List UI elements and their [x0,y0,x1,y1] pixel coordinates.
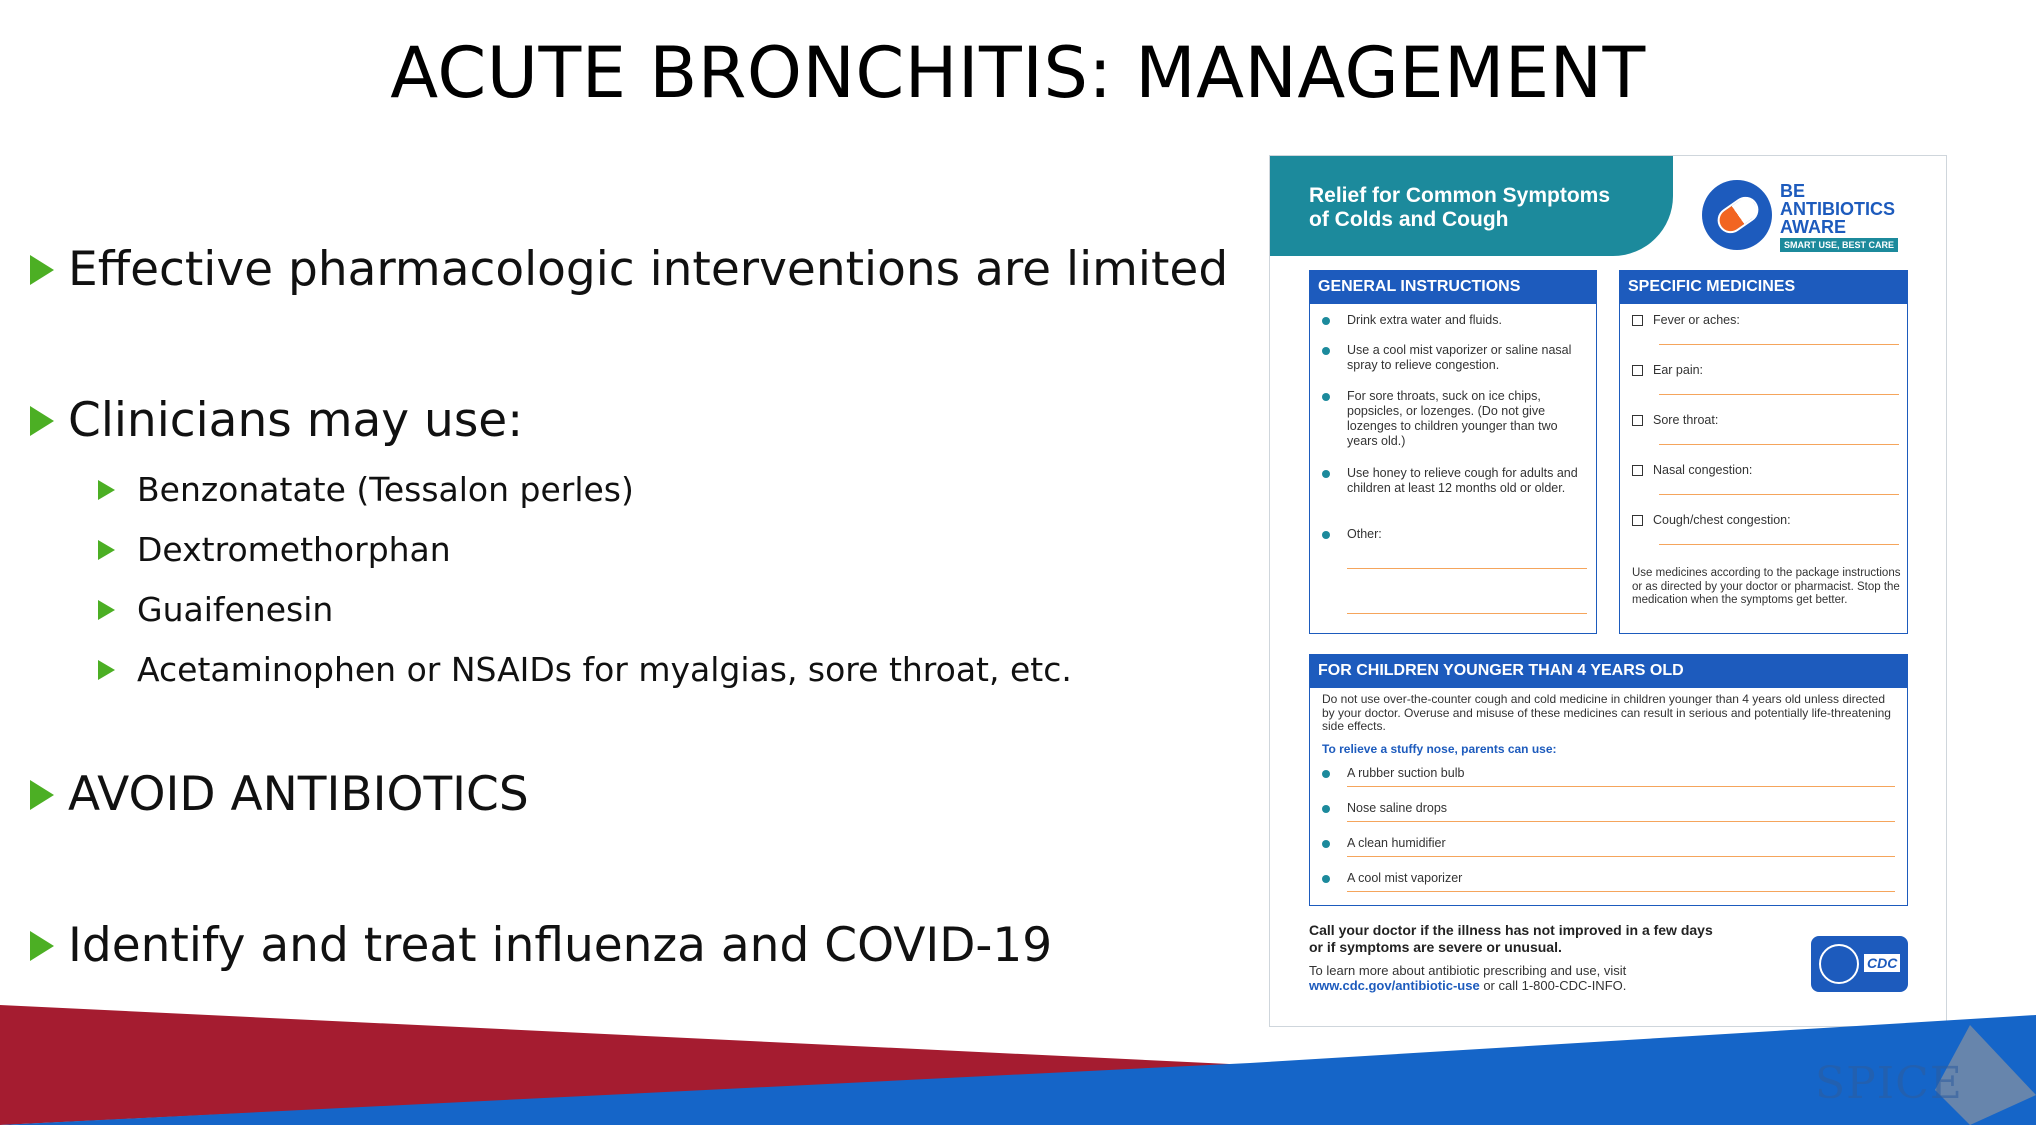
sub-bullet-item [98,530,451,569]
list-item: For sore throats, suck on ice chips, popsicles, or lozenges. (Do not give lozenges to children younger than two years old.) [1322,389,1584,449]
bullet-text: AVOID ANTIBIOTICS [68,767,529,822]
list-item: Drink extra water and fluids. [1322,313,1584,328]
bullet-triangle-icon [30,255,54,285]
list-item: Other: [1322,527,1584,542]
children-warning: Do not use over-the-counter cough and cold medicine in children younger than 4 years old unless directed by your doctor. Overuse and misuse of these medicines can result in serious and potentially life-threatening side effects. [1322,692,1891,733]
divider-line [1347,891,1895,892]
flyer-header-line: of Colds and Cough [1309,208,1509,231]
write-in-line [1659,394,1899,395]
pill-icon [1702,180,1772,250]
cdc-link: www.cdc.gov/antibiotic-use [1309,978,1480,993]
specific-medicines-box [1619,270,1908,634]
medicine-note: Use medicines according to the package instructions or as directed by your doctor or pharmacist. Stop the medication when the symptoms get better. [1632,567,1901,606]
call-doctor-text: Call your doctor if the illness has not improved in a few days or if symptoms are severe or unusual. [1309,922,1713,955]
bullet-triangle-icon [98,600,115,620]
logo-tagline: SMART USE, BEST CARE [1780,238,1898,252]
cdc-flyer [1269,155,1947,1027]
children-heading: FOR CHILDREN YOUNGER THAN 4 YEARS OLD [1310,655,1907,688]
sub-bullet-text: Benzonatate (Tessalon perles) [137,470,634,509]
sub-bullet-item [98,470,634,509]
bullet-triangle-icon [98,480,115,500]
hhs-eagle-icon [1819,944,1859,984]
bullet-dot-icon [1322,840,1330,848]
list-item: Use honey to relieve cough for adults and children at least 12 months old or older. [1322,466,1584,496]
write-in-line [1659,494,1899,495]
checkbox-icon [1632,415,1643,426]
flyer-header-line: Relief for Common Symptoms [1309,184,1611,207]
general-instructions-box [1309,270,1597,634]
bullet-triangle-icon [30,406,54,436]
list-item: Use a cool mist vaporizer or saline nasal spray to relieve congestion. [1322,343,1584,373]
bullet-item [30,393,523,448]
checkbox-item: Sore throat: [1632,413,1718,428]
slide-title: ACUTE BRONCHITIS: MANAGEMENT [390,32,1646,114]
sub-bullet-text: Acetaminophen or NSAIDs for myalgias, sore throat, etc. [137,650,1072,689]
bullet-dot-icon [1322,531,1330,539]
bullet-dot-icon [1322,317,1330,325]
children-subheading: To relieve a stuffy nose, parents can use: [1322,742,1557,756]
checkbox-item: Fever or aches: [1632,313,1740,328]
general-instructions-heading: GENERAL INSTRUCTIONS [1310,271,1596,304]
spice-logo: SPICE [1815,1058,1963,1109]
write-in-line [1659,444,1899,445]
checkbox-item: Nasal congestion: [1632,463,1752,478]
bullet-item [30,918,1052,973]
cdc-logo [1811,936,1908,992]
bullet-dot-icon [1322,393,1330,401]
checkbox-icon [1632,515,1643,526]
specific-medicines-heading: SPECIFIC MEDICINES [1620,271,1907,304]
bullet-dot-icon [1322,805,1330,813]
write-in-line [1659,344,1899,345]
list-item: Nose saline drops [1322,801,1882,816]
bullet-triangle-icon [30,931,54,961]
sub-bullet-text: Guaifenesin [137,590,334,629]
write-in-line [1659,544,1899,545]
checkbox-icon [1632,315,1643,326]
write-in-line [1347,613,1587,614]
checkbox-item: Cough/chest congestion: [1632,513,1791,528]
sub-bullet-item [98,590,333,629]
cdc-logo-text: CDC [1864,954,1900,972]
bullet-text: Clinicians may use: [68,393,524,448]
sub-bullet-item [98,650,1072,689]
bullet-dot-icon [1322,470,1330,478]
checkbox-item: Ear pain: [1632,363,1703,378]
write-in-line [1347,568,1587,569]
bullet-triangle-icon [98,540,115,560]
bullet-text: Effective pharmacologic interventions are limited [68,242,1229,297]
bullet-text: Identify and treat influenza and COVID-19 [68,918,1053,973]
divider-line [1347,786,1895,787]
list-item: A cool mist vaporizer [1322,871,1882,886]
bullet-dot-icon [1322,875,1330,883]
logo-text: BE ANTIBIOTICS AWARE [1780,181,1895,237]
children-box [1309,654,1908,906]
bullet-triangle-icon [30,780,54,810]
antibiotics-aware-logo [1702,178,1942,253]
sub-bullet-text: Dextromethorphan [137,530,451,569]
flyer-header [1270,156,1673,256]
list-item: A clean humidifier [1322,836,1882,851]
footer-decoration [0,995,2036,1125]
divider-line [1347,856,1895,857]
bullet-triangle-icon [98,660,115,680]
bullet-dot-icon [1322,347,1330,355]
checkbox-icon [1632,365,1643,376]
learn-more-text: To learn more about antibiotic prescribing and use, visit www.cdc.gov/antibiotic-use or call 1-800-CDC-INFO. [1309,963,1627,993]
divider-line [1347,821,1895,822]
bullet-item [30,242,1228,297]
bullet-item [30,767,529,822]
list-item: A rubber suction bulb [1322,766,1882,781]
bullet-dot-icon [1322,770,1330,778]
checkbox-icon [1632,465,1643,476]
